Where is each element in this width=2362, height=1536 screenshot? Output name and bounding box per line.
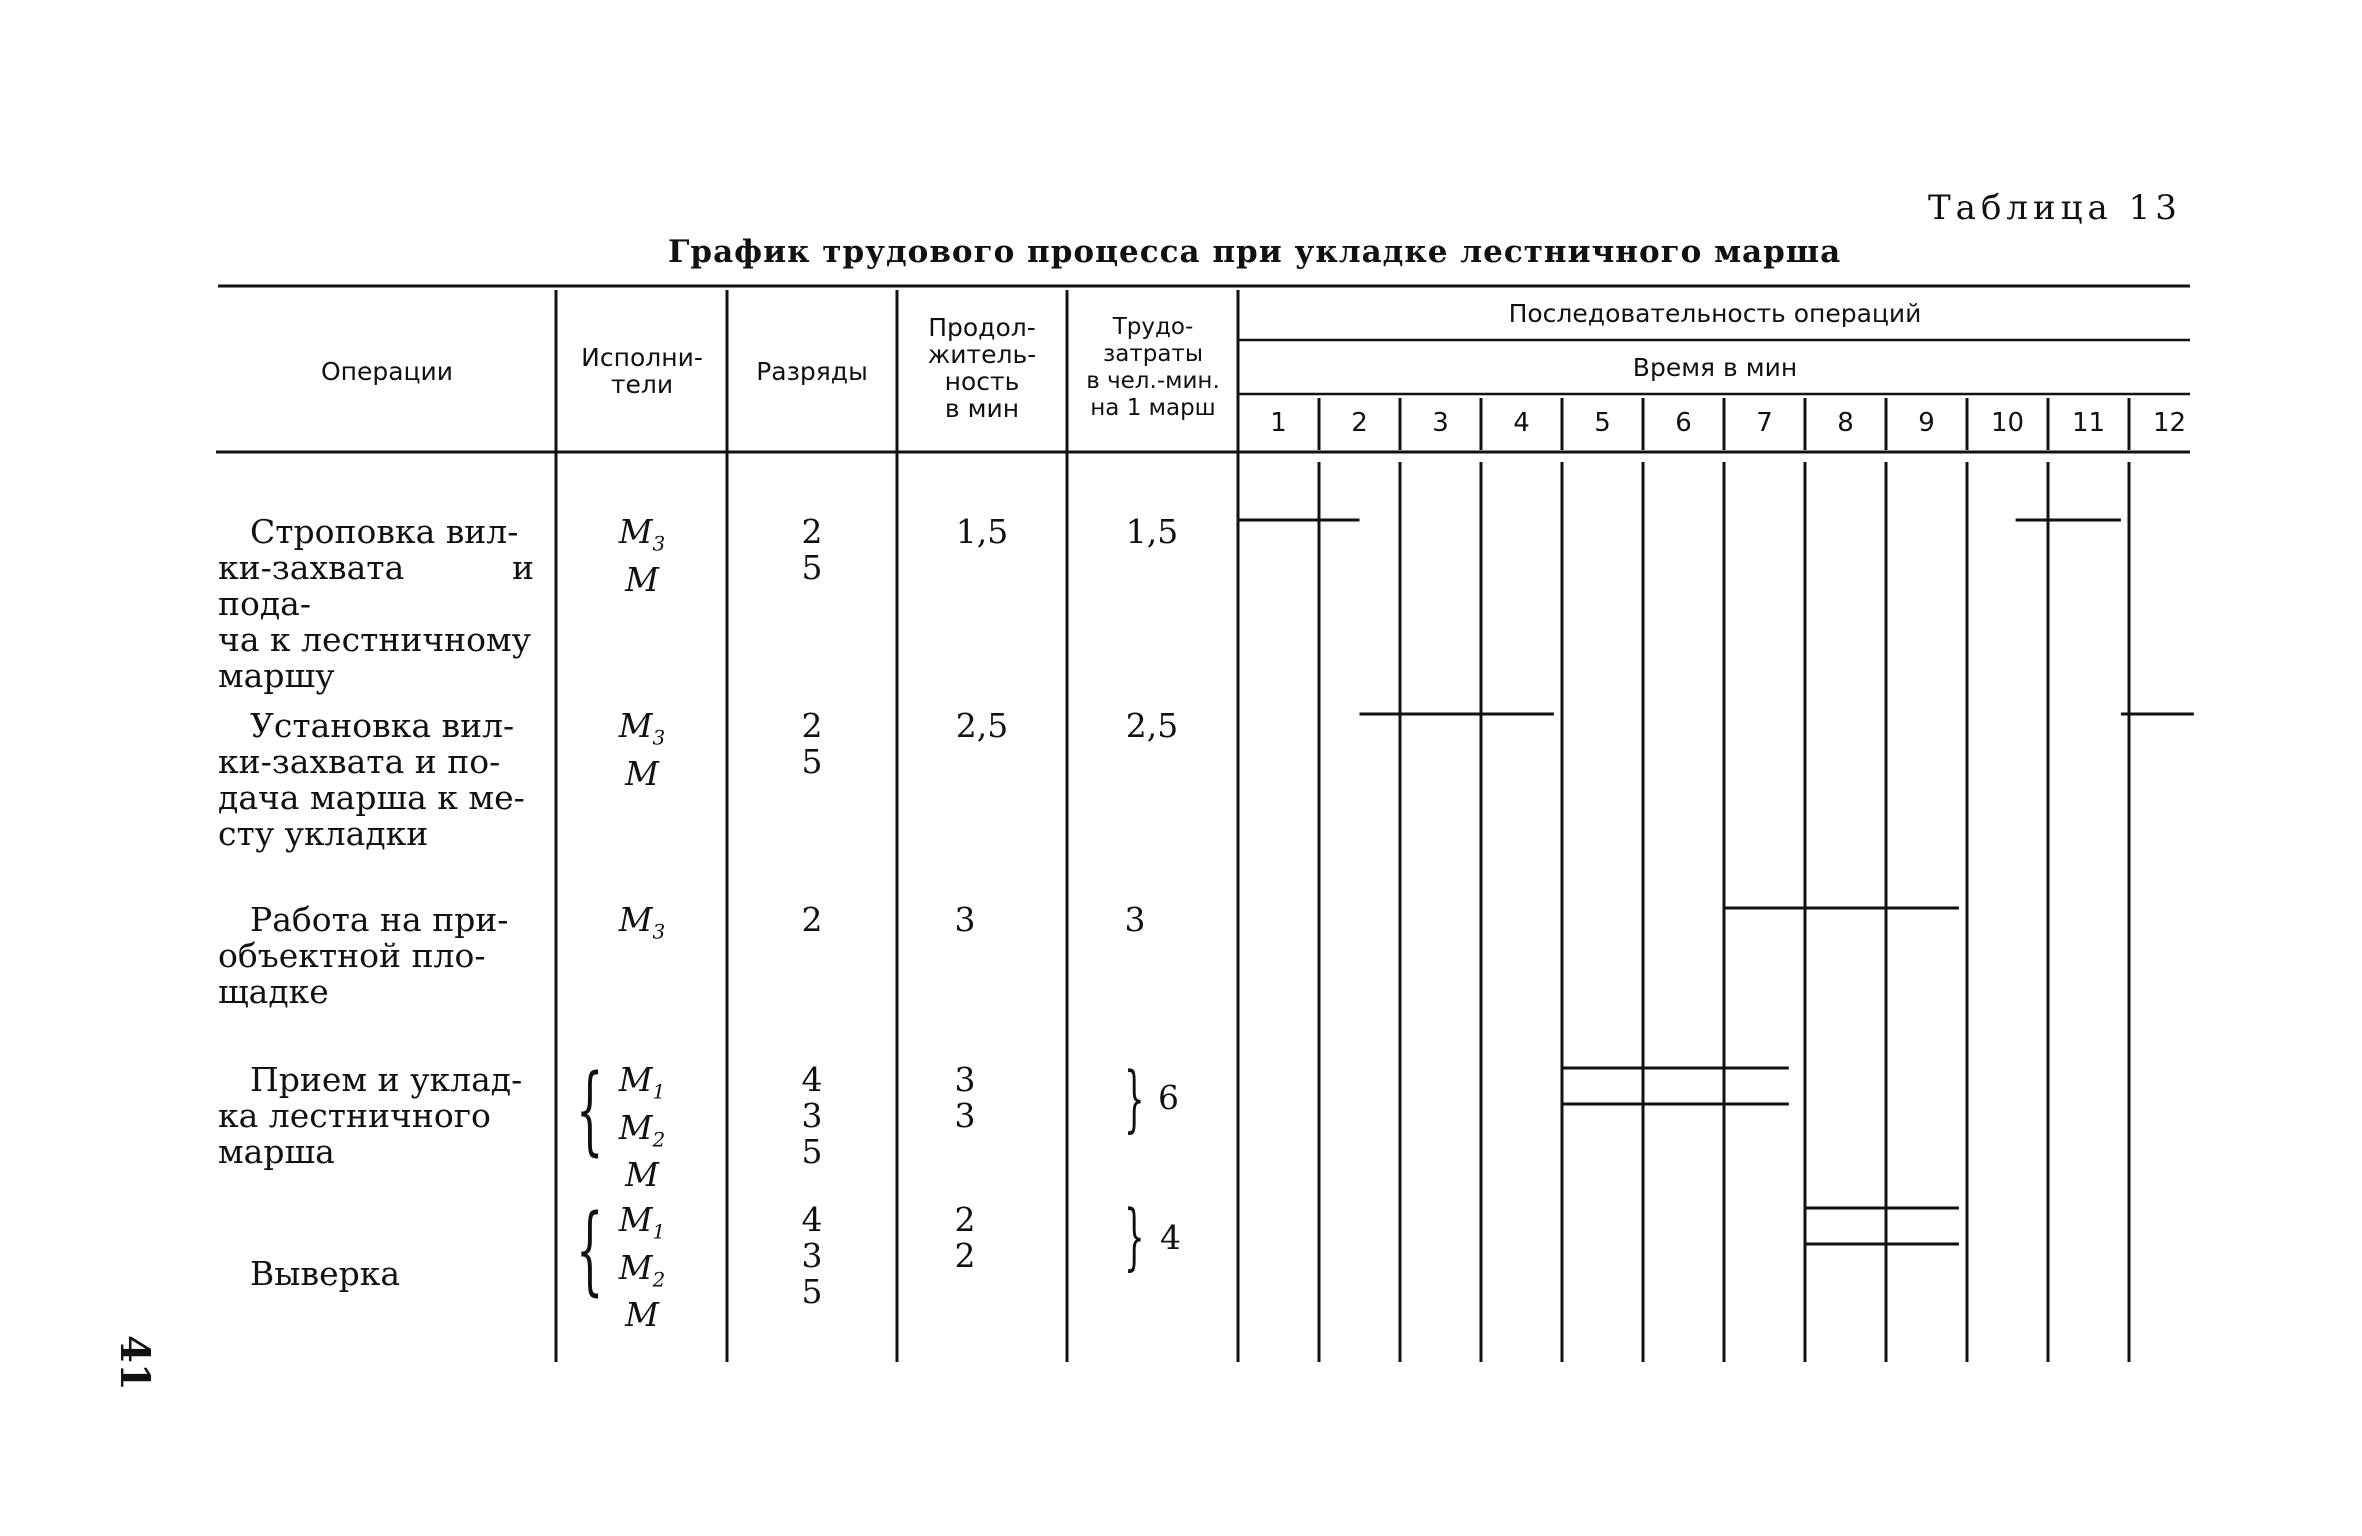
operation-alignment: Выверка bbox=[250, 1254, 401, 1293]
right-brace: } bbox=[1124, 1056, 1145, 1140]
grade-cell: 4 3 5 bbox=[801, 1200, 823, 1311]
header-duration: Продол- житель- ность в мин bbox=[927, 313, 1037, 423]
minute-label: 1 bbox=[1270, 408, 1287, 438]
grade-cell: 2 5 bbox=[801, 706, 823, 781]
executor-cell: $М_3$ М bbox=[618, 512, 666, 599]
labor-cell: 3 bbox=[1124, 900, 1146, 939]
minute-label: 8 bbox=[1837, 408, 1854, 438]
minute-label: 12 bbox=[2152, 408, 2187, 438]
right-brace: } bbox=[1124, 1194, 1145, 1278]
duration-cell: 3 bbox=[954, 900, 976, 939]
operation-strapping: Строповка вил- ки-захвата и пода- ча к лестничному маршу bbox=[218, 512, 534, 695]
labor-cell: 4 bbox=[1160, 1218, 1181, 1257]
operation-site-work: Работа на при- объектной пло- щадке bbox=[218, 900, 509, 1011]
operation-installation: Установка вил- ки-захвата и по- дача марша к ме- сту укладки bbox=[218, 706, 525, 853]
executor-cell: $М_1$ $М_2$ М bbox=[618, 1200, 666, 1335]
header-sequence: Последовательность операций bbox=[1508, 299, 1922, 328]
grade-cell: 4 3 5 bbox=[801, 1060, 823, 1171]
executor-cell: $М_3$ bbox=[618, 900, 666, 944]
labor-cell: 6 bbox=[1158, 1078, 1179, 1117]
header-time: Время в мин bbox=[1632, 353, 1798, 382]
table-number: Таблица 13 bbox=[1928, 188, 2182, 228]
duration-cell: 1,5 bbox=[955, 512, 1009, 551]
left-brace: { bbox=[576, 1054, 604, 1166]
grade-cell: 2 bbox=[801, 900, 823, 939]
duration-cell: 2,5 bbox=[955, 706, 1009, 745]
minute-label: 7 bbox=[1756, 408, 1773, 438]
operation-laying: Прием и уклад- ка лестничного марша bbox=[218, 1060, 523, 1171]
header-executors: Исполни- тели bbox=[581, 343, 703, 399]
page-number: 41 bbox=[111, 1335, 158, 1391]
minute-label: 6 bbox=[1675, 408, 1692, 438]
minute-label: 9 bbox=[1918, 408, 1935, 438]
labor-cell: 2,5 bbox=[1125, 706, 1179, 745]
header-operations: Операции bbox=[320, 357, 454, 386]
header-labor: Трудо- затраты в чел.-мин. на 1 марш bbox=[1086, 314, 1220, 421]
minute-label: 5 bbox=[1594, 408, 1611, 438]
duration-cell: 2 2 bbox=[954, 1200, 976, 1275]
labor-cell: 1,5 bbox=[1125, 512, 1179, 551]
executor-cell: $М_3$ М bbox=[618, 706, 666, 793]
minute-label: 10 bbox=[1990, 408, 2025, 438]
grade-cell: 2 5 bbox=[801, 512, 823, 587]
minute-label: 11 bbox=[2071, 408, 2106, 438]
executor-cell: $М_1$ $М_2$ М bbox=[618, 1060, 666, 1195]
minute-label: 2 bbox=[1351, 408, 1368, 438]
table-title: График трудового процесса при укладке лестничного марша bbox=[668, 234, 1842, 270]
duration-cell: 3 3 bbox=[954, 1060, 976, 1135]
minute-label: 4 bbox=[1513, 408, 1530, 438]
header-grades: Разряды bbox=[756, 357, 868, 386]
left-brace: { bbox=[576, 1194, 604, 1306]
minute-label: 3 bbox=[1432, 408, 1449, 438]
